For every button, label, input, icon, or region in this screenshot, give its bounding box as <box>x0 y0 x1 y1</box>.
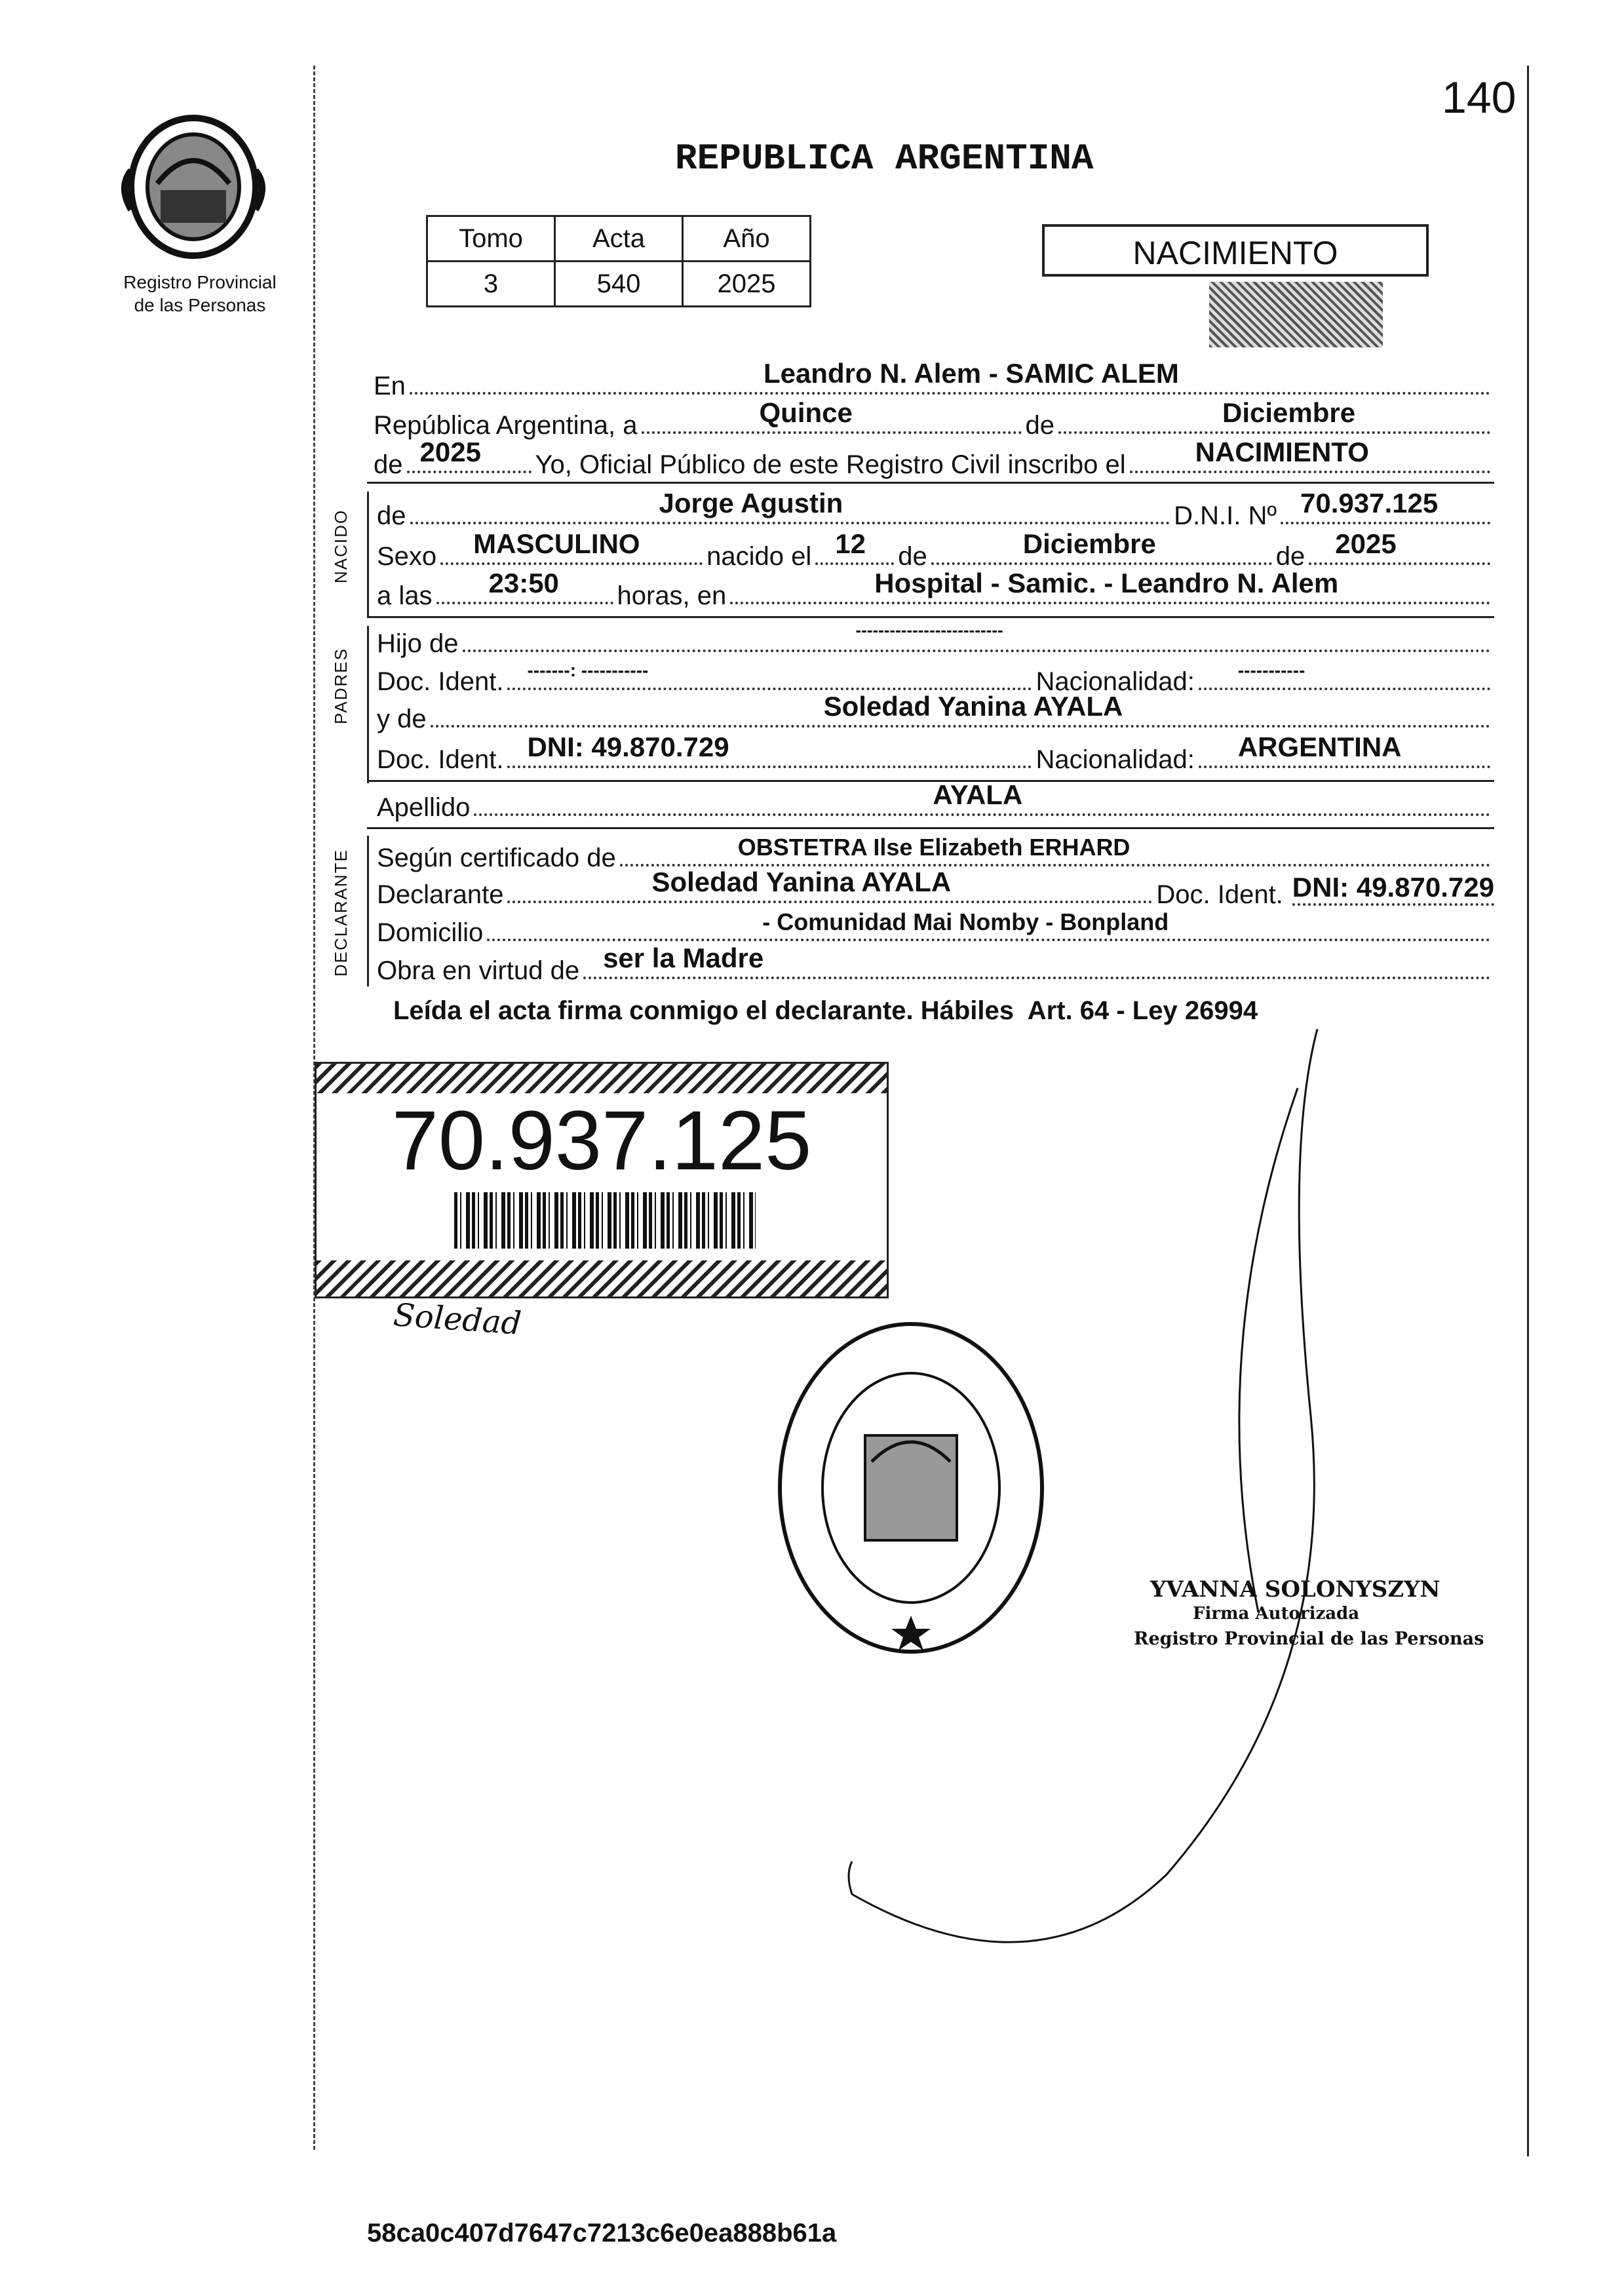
value-nac1: ----------- <box>1237 660 1305 680</box>
value-place: Hospital - Samic. - Leandro N. Alem <box>874 568 1339 598</box>
signatory-org: Registro Provincial de las Personas <box>1134 1629 1484 1649</box>
dots <box>1199 660 1490 690</box>
line-sexo <box>377 528 1494 572</box>
line-alas <box>377 568 1494 611</box>
value-obra: ser la Madre <box>603 943 764 973</box>
label-de: de <box>1275 542 1305 571</box>
dots <box>815 528 894 565</box>
header-anio: Año <box>683 216 811 262</box>
dots <box>507 866 1152 903</box>
value-doc1: -------: ----------- <box>527 660 649 680</box>
label-de: de <box>1025 411 1054 440</box>
value-apellido: AYALA <box>933 779 1023 810</box>
value-year: 2025 <box>419 437 481 467</box>
value-doc2: DNI: 49.870.729 <box>527 731 729 762</box>
dots <box>1130 437 1490 473</box>
label-de: de <box>377 501 406 530</box>
dots <box>507 660 1032 690</box>
label-certificado: Según certificado de <box>377 844 616 872</box>
value-month: Diciembre <box>1022 528 1156 559</box>
value-day: Quince <box>759 397 853 428</box>
closing-statement: Leída el acta firma conmigo el declarante. Hábiles Art. 64 - Ley 26994 <box>393 996 1258 1025</box>
label-nacionalidad: Nacionalidad: <box>1035 745 1195 774</box>
separator <box>367 616 1494 618</box>
label-domicilio: Domicilio <box>377 918 484 947</box>
nacido-bracket <box>367 492 369 616</box>
act-type-box: NACIMIENTO <box>1042 224 1429 277</box>
label-nacionalidad: Nacionalidad: <box>1035 667 1195 696</box>
dots <box>463 620 1490 652</box>
value-time: 23:50 <box>488 568 559 598</box>
sticker-pattern-bottom <box>317 1260 887 1296</box>
header-tomo: Tomo <box>427 216 555 262</box>
label-horas: horas, en <box>617 581 727 610</box>
value-anio: 2025 <box>683 262 811 307</box>
page-number: 140 <box>1442 73 1517 123</box>
handwritten-name: Soledad <box>392 1296 523 1342</box>
dots <box>1309 528 1490 565</box>
section-label-padres: PADRES <box>331 648 351 724</box>
label-doc: Doc. Ident. <box>1156 880 1283 909</box>
registry-table <box>426 215 811 307</box>
value-nac2: ARGENTINA <box>1237 731 1402 762</box>
id-sticker <box>315 1062 889 1298</box>
value-hijo: -------------------------- <box>855 620 1003 640</box>
signature <box>839 1022 1429 1999</box>
value-year: 2025 <box>1335 528 1397 559</box>
barcode-icon <box>454 1192 756 1249</box>
line-hijo <box>377 619 1494 659</box>
value-name: Jorge Agustin <box>659 488 843 518</box>
value-docid: DNI: 49.870.729 <box>1292 872 1494 906</box>
dots <box>931 528 1272 565</box>
label-doc: Doc. Ident. <box>377 667 504 696</box>
header-acta: Acta <box>555 216 683 262</box>
line-en <box>374 358 1494 401</box>
signatory-role: Firma Autorizada <box>1193 1604 1360 1624</box>
logo-caption-1: Registro Provincial <box>123 272 277 292</box>
value-acta: 540 <box>555 262 683 307</box>
dots <box>487 908 1490 941</box>
line-inscribo <box>374 437 1494 480</box>
line-domicilio <box>377 908 1494 948</box>
label-sexo: Sexo <box>377 542 437 571</box>
label-alas: a las <box>377 581 433 610</box>
value-certificado: OBSTETRA Ilse Elizabeth ERHARD <box>737 834 1131 861</box>
value-tomo: 3 <box>427 262 555 307</box>
separator <box>367 482 1494 484</box>
value-declarante: Soledad Yanina AYALA <box>651 866 952 897</box>
label-republica: República Argentina, a <box>374 411 638 440</box>
line-doc2 <box>377 731 1494 775</box>
separator <box>367 827 1494 829</box>
dots <box>436 568 613 604</box>
value-dni: 70.937.125 <box>1300 488 1439 518</box>
line-apellido <box>377 779 1494 823</box>
value-day: 12 <box>835 528 866 559</box>
padres-bracket <box>367 626 369 783</box>
label-declarante: Declarante <box>377 880 504 909</box>
label-nacido-el: nacido el <box>706 542 812 571</box>
signatory-name: YVANNA SOLONYSZYN <box>1150 1576 1441 1603</box>
line-nacido-name <box>377 488 1494 531</box>
line-declarante <box>377 866 1494 910</box>
value-sexo: MASCULINO <box>473 528 640 559</box>
separator <box>367 780 1494 782</box>
declarante-bracket <box>367 836 369 986</box>
value-mother: Soledad Yanina AYALA <box>823 691 1123 722</box>
label-doc: Doc. Ident. <box>377 745 504 774</box>
line-obra <box>377 943 1494 986</box>
right-border-line <box>1527 66 1529 2156</box>
dots <box>407 437 532 473</box>
shield-emblem-icon <box>118 111 269 262</box>
dots <box>1199 731 1490 768</box>
dots <box>583 943 1490 979</box>
dots <box>620 834 1490 866</box>
line-republica <box>374 397 1494 440</box>
section-label-declarante: DECLARANTE <box>331 849 351 977</box>
dots <box>410 488 1170 524</box>
label-obra: Obra en virtud de <box>377 956 580 985</box>
sticker-pattern-top <box>317 1064 887 1093</box>
dots <box>1058 397 1490 434</box>
value-en: Leandro N. Alem - SAMIC ALEM <box>763 358 1179 389</box>
dots <box>440 528 703 565</box>
page-title: REPUBLICA ARGENTINA <box>675 138 1094 180</box>
value-inscribo: NACIMIENTO <box>1195 437 1369 467</box>
label-en: En <box>374 372 406 400</box>
sticker-number: 70.937.125 <box>391 1094 812 1188</box>
signature-stroke-icon <box>839 1022 1429 1999</box>
dots <box>474 779 1490 816</box>
label-de2: de <box>374 450 403 479</box>
province-logo <box>118 111 269 262</box>
dots <box>1281 488 1490 524</box>
dots <box>642 397 1022 434</box>
dots <box>431 691 1490 728</box>
value-domicilio: - Comunidad Mai Nomby - Bonpland <box>762 908 1169 935</box>
security-hologram <box>1209 282 1383 347</box>
dots <box>507 731 1032 768</box>
value-month: Diciembre <box>1222 397 1356 428</box>
line-yde <box>377 691 1494 734</box>
label-dni: D.N.I. Nº <box>1174 501 1277 530</box>
label-yde: y de <box>377 705 427 733</box>
label-de: de <box>898 542 927 571</box>
dots <box>410 358 1490 395</box>
logo-caption-2: de las Personas <box>134 295 266 315</box>
dots <box>730 568 1490 604</box>
document-hash: 58ca0c407d7647c7213c6e0ea888b61a <box>367 2219 837 2247</box>
label-apellido: Apellido <box>377 793 471 822</box>
label-hijo: Hijo de <box>377 629 459 658</box>
section-label-nacido: NACIDO <box>331 509 351 583</box>
label-yo: Yo, Oficial Público de este Registro Civil inscribo el <box>535 450 1126 479</box>
